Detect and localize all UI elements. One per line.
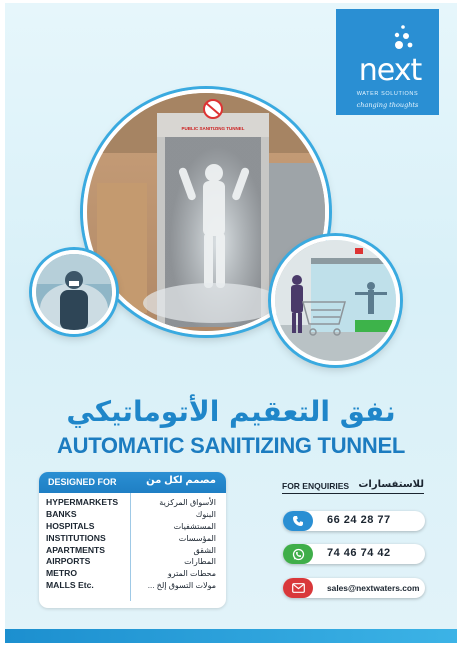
email-icon — [283, 578, 313, 598]
email-address: sales@nextwaters.com — [327, 583, 420, 593]
list-item: METRO — [46, 568, 78, 579]
designed-for-box — [39, 472, 226, 608]
logo-subtitle: WATER SOLUTIONS — [356, 91, 419, 97]
list-item: مولات التسوق إلخ ... — [147, 581, 216, 591]
designed-for-list-ar — [131, 497, 216, 592]
title-arabic: نفق التعقيم الأتوماتيكي — [66, 395, 396, 428]
enquiries-heading-en: FOR ENQUIRIES — [282, 481, 350, 491]
phone-contact[interactable] — [283, 511, 425, 531]
whatsapp-contact[interactable] — [283, 544, 425, 564]
logo-word: next — [358, 53, 422, 88]
email-contact[interactable] — [283, 578, 425, 598]
list-item: MALLS Etc. — [46, 580, 94, 591]
phone-icon — [283, 511, 313, 531]
list-item: INSTITUTIONS — [46, 532, 106, 543]
list-item: الشقق — [193, 545, 216, 555]
designed-for-header — [39, 472, 226, 493]
enquiries-heading-ar: للاستفسارات — [358, 479, 424, 490]
designed-for-heading-en: DESIGNED FOR — [48, 477, 117, 487]
list-item: المطارات — [184, 557, 216, 567]
title-english: AUTOMATIC SANITIZING TUNNEL — [57, 433, 405, 458]
whatsapp-number: 74 46 74 42 — [327, 547, 391, 559]
footer-band — [5, 629, 457, 643]
list-item: الأسواق المركزية — [159, 498, 216, 507]
designed-for-heading-ar: مصمم لكل من — [146, 475, 216, 486]
enquiries-divider — [282, 493, 424, 494]
list-item: APARTMENTS — [46, 544, 106, 555]
whatsapp-icon — [283, 544, 313, 564]
designed-for-list-en — [46, 497, 136, 592]
list-item: البنوك — [195, 509, 216, 519]
list-item: HYPERMARKETS — [46, 497, 119, 507]
person-sanitizing-photo — [32, 250, 116, 334]
logo-tagline: changing thoughts — [356, 101, 419, 109]
list-item: المؤسسات — [178, 533, 216, 543]
list-item: BANKS — [46, 508, 77, 519]
logo-bubbles-icon — [336, 9, 439, 59]
list-item: AIRPORTS — [46, 556, 91, 567]
list-item: محطات المترو — [167, 569, 216, 579]
sign-text: PUBLIC SANITIZING TUNNEL — [181, 126, 245, 131]
brochure-page — [5, 3, 457, 643]
phone-number: 66 24 28 77 — [327, 514, 391, 526]
trolley-tunnel-photo — [271, 236, 400, 365]
brand-logo — [336, 9, 439, 115]
list-item: HOSPITALS — [46, 520, 95, 531]
list-item: المستشفيات — [173, 521, 216, 531]
